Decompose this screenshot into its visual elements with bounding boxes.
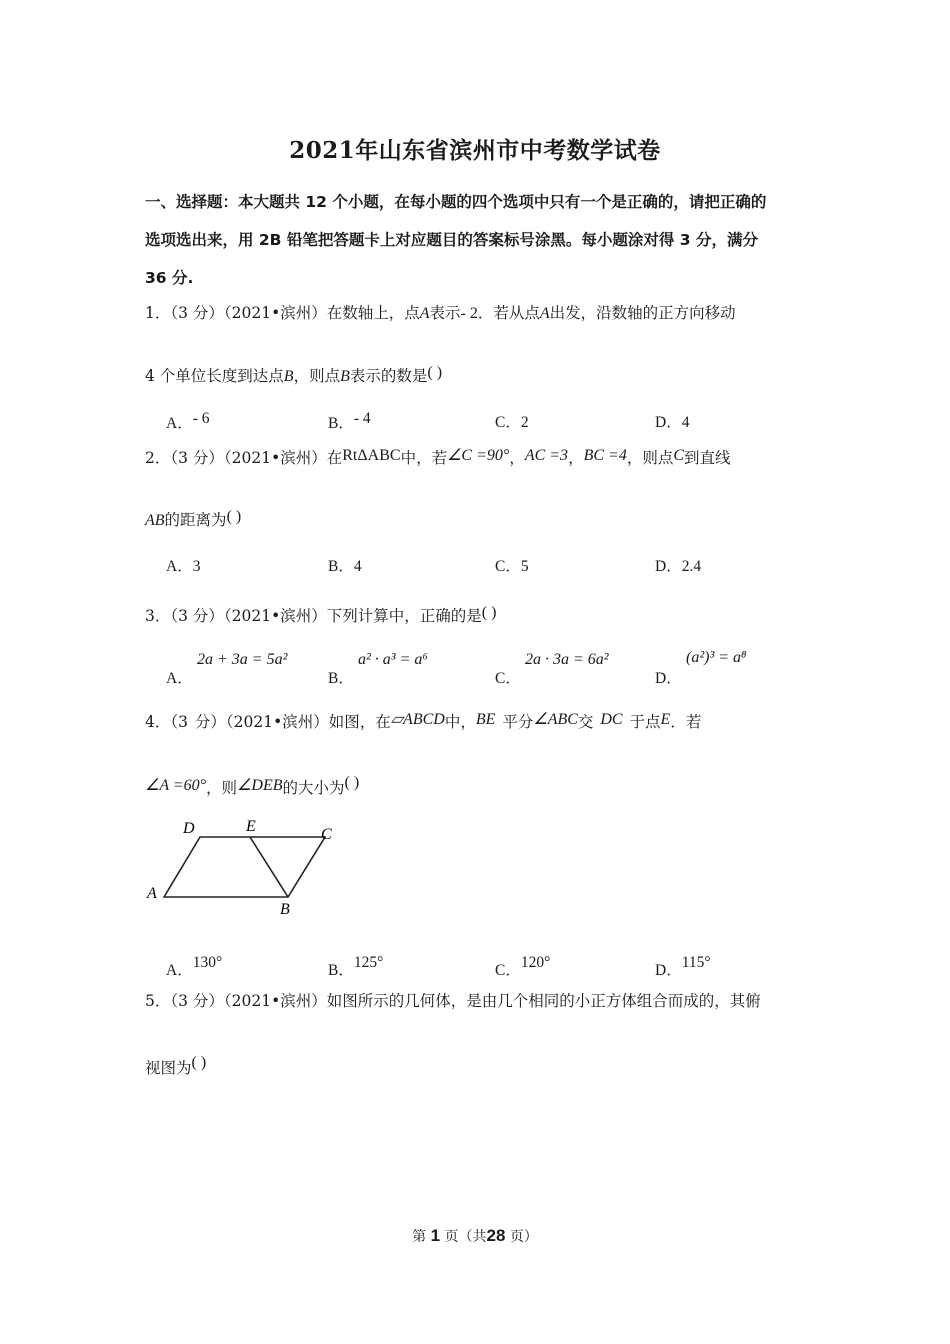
parallelogram-abcd	[164, 837, 325, 897]
label-e: E	[246, 818, 256, 835]
label-b: B	[280, 901, 290, 918]
q3-option-d-label: D．	[655, 670, 682, 687]
question-5-line1: 5．（3 分）（2021•滨州）如图所示的几何体，是由几个相同的小正方体组合而成的，其俯	[145, 992, 761, 1010]
page-footer: 第 1 页（共28 页）	[412, 1226, 538, 1245]
q1-option-c: C．2	[495, 414, 529, 431]
label-d: D	[183, 820, 195, 837]
label-a: A	[147, 885, 157, 902]
question-2-line1: 2．（3 分）（2021•滨州）在RtΔABC中，若∠C =90°，AC =3，BC =4，则点C到直线	[145, 447, 731, 467]
section-heading-line1: 一、选择题：本大题共 12 个小题，在每小题的四个选项中只有一个是正确的，请把正确的	[145, 193, 767, 211]
question-5-line2: 视图为( )	[145, 1054, 207, 1077]
q3-option-c-label: C．	[495, 670, 521, 687]
question-4-line2: ∠A =60°，则∠DEB的大小为( )	[145, 774, 360, 797]
q1-option-b: B．- 4	[328, 410, 371, 432]
q4-option-d: D．115°	[655, 954, 711, 979]
question-1-line1: 1．（3 分）（2021•滨州）在数轴上，点A表示- 2．若从点A出发，沿数轴的正方向移动	[145, 304, 736, 322]
q1-option-d: D．4	[655, 414, 690, 431]
q2-option-a: A．3	[166, 558, 201, 575]
q3-option-c-value: 2a · 3a = 6a²	[525, 651, 609, 668]
q3-option-a-label: A．	[166, 670, 193, 687]
segment-be	[250, 837, 288, 897]
q3-option-b-value: a² · a³ = a⁶	[358, 651, 428, 668]
q2-option-b: B．4	[328, 558, 362, 575]
q3-option-a-value: 2a + 3a = 5a²	[197, 651, 288, 668]
section-heading-line3: 36 分.	[145, 269, 194, 287]
question-1-line2: 4 个单位长度到达点B，则点B表示的数是( )	[145, 364, 443, 385]
q3-option-b-label: B．	[328, 670, 354, 687]
q4-option-a: A．130°	[166, 954, 223, 979]
question-4-line1: 4．（3 分）（2021•滨州）如图，在▱ABCD中，BE 平分∠ABC交 DC 于点E．若	[145, 711, 702, 731]
question-2-line2: AB的距离为( )	[145, 508, 242, 529]
section-heading-line2: 选项选出来，用 2B 铅笔把答题卡上对应题目的答案标号涂黑。每小题涂对得 3 分，满分	[145, 231, 758, 249]
q4-option-b: B．125°	[328, 954, 384, 979]
label-c: C	[321, 826, 332, 843]
q1-option-a: A．- 6	[166, 410, 210, 432]
page-title: 2021年山东省滨州市中考数学试卷	[289, 137, 661, 164]
q3-option-d-value: (a²)³ = a⁸	[686, 649, 747, 666]
q2-option-c: C．5	[495, 558, 529, 575]
q2-option-d: D．2.4	[655, 558, 702, 575]
q4-option-c: C．120°	[495, 954, 551, 979]
question-3-line1: 3．（3 分）（2021•滨州）下列计算中，正确的是( )	[145, 604, 497, 625]
parallelogram-figure	[140, 812, 350, 922]
